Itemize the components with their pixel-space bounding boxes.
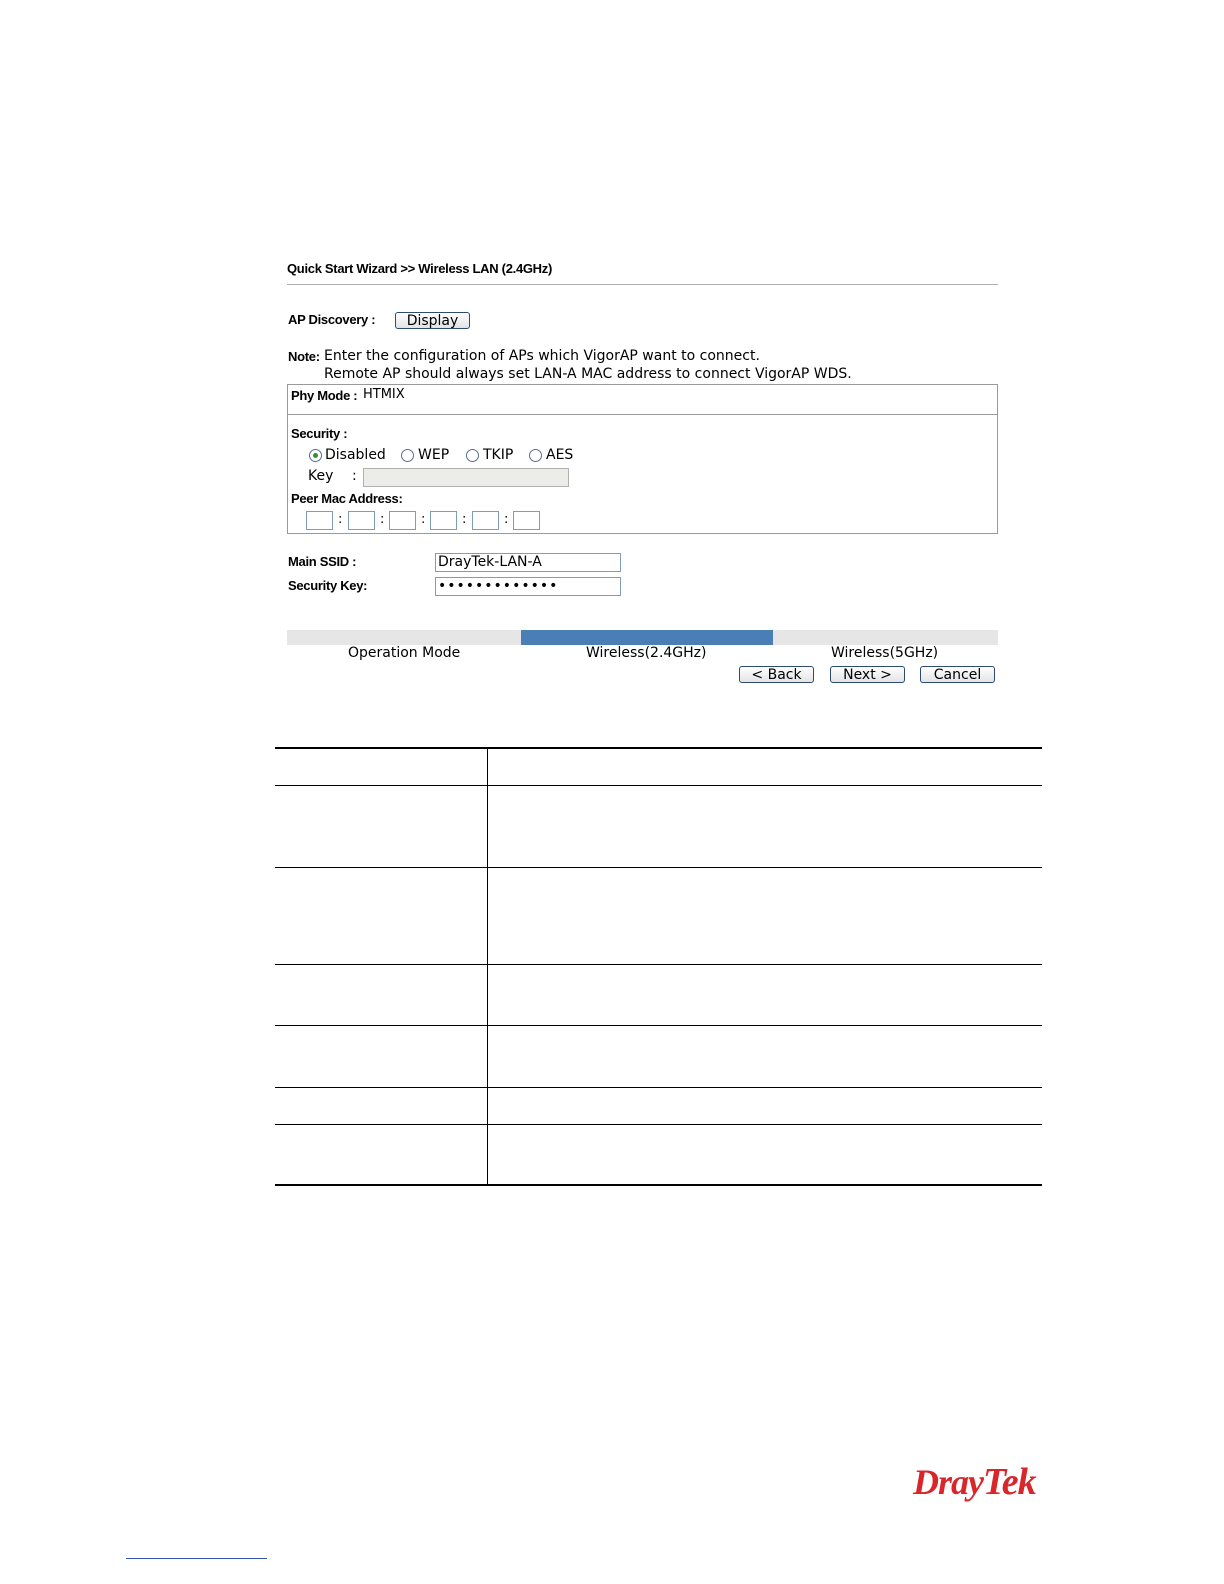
phy-mode-label: Phy Mode : — [291, 388, 358, 403]
key-colon: : — [352, 468, 357, 484]
mac-octet-3[interactable] — [389, 511, 416, 530]
security-key-label: Security Key: — [288, 578, 368, 593]
step-operation-mode: Operation Mode — [348, 645, 461, 661]
note-label: Note: — [288, 349, 320, 364]
table-row-divider — [275, 1087, 1042, 1088]
draytek-logo — [913, 1460, 1036, 1504]
mac-sep-1: : — [338, 512, 343, 527]
table-row-divider — [275, 1124, 1042, 1125]
display-button[interactable]: Display — [395, 312, 470, 329]
radio-aes[interactable] — [529, 449, 542, 462]
radio-wep-label: WEP — [418, 447, 450, 463]
radio-disabled-label: Disabled — [325, 447, 386, 463]
mac-octet-1[interactable] — [306, 511, 333, 530]
mac-sep-2: : — [380, 512, 385, 527]
mac-sep-3: : — [421, 512, 426, 527]
page-title: Quick Start Wizard >> Wireless LAN (2.4GHz) — [287, 261, 553, 276]
mac-octet-2[interactable] — [348, 511, 375, 530]
note-line-2: Remote AP should always set LAN-A MAC address to connect VigorAP WDS. — [324, 366, 852, 382]
mac-octet-6[interactable] — [513, 511, 540, 530]
config-divider — [288, 414, 997, 415]
radio-aes-label: AES — [546, 447, 574, 463]
radio-tkip-label: TKIP — [483, 447, 514, 463]
footer-link-underline — [126, 1558, 267, 1559]
key-input[interactable] — [363, 468, 569, 487]
radio-wep[interactable] — [401, 449, 414, 462]
cancel-button[interactable]: Cancel — [920, 666, 995, 683]
table-row-divider — [275, 964, 1042, 965]
ap-discovery-label: AP Discovery : — [288, 312, 376, 327]
phy-mode-value: HTMIX — [363, 387, 405, 402]
mac-octet-4[interactable] — [430, 511, 457, 530]
mac-sep-4: : — [462, 512, 467, 527]
next-button[interactable]: Next > — [830, 666, 905, 683]
main-ssid-label: Main SSID : — [288, 554, 357, 569]
table-row-divider — [275, 785, 1042, 786]
security-label: Security : — [291, 426, 348, 441]
radio-disabled[interactable] — [309, 449, 322, 462]
mac-octet-5[interactable] — [472, 511, 499, 530]
peer-mac-label: Peer Mac Address: — [291, 491, 403, 506]
table-bottom-border — [275, 1184, 1042, 1186]
step-wireless-5ghz: Wireless(5GHz) — [831, 645, 939, 661]
mac-sep-5: : — [504, 512, 509, 527]
table-column-divider — [487, 749, 488, 1184]
note-line-1: Enter the configuration of APs which VigorAP want to connect. — [324, 348, 760, 364]
key-label: Key — [308, 468, 334, 484]
title-divider — [287, 284, 998, 285]
table-row-divider — [275, 867, 1042, 868]
radio-tkip[interactable] — [466, 449, 479, 462]
table-top-border — [275, 747, 1042, 749]
step-wireless-24ghz: Wireless(2.4GHz) — [586, 645, 707, 661]
back-button[interactable]: < Back — [739, 666, 814, 683]
logo-tek: Tek — [983, 1461, 1036, 1503]
table-row-divider — [275, 1025, 1042, 1026]
main-ssid-input[interactable]: DrayTek-LAN-A — [435, 553, 621, 572]
logo-dray: Dray — [913, 1462, 983, 1502]
progress-active-step — [521, 630, 773, 645]
security-key-input[interactable]: ••••••••••••• — [435, 577, 621, 596]
